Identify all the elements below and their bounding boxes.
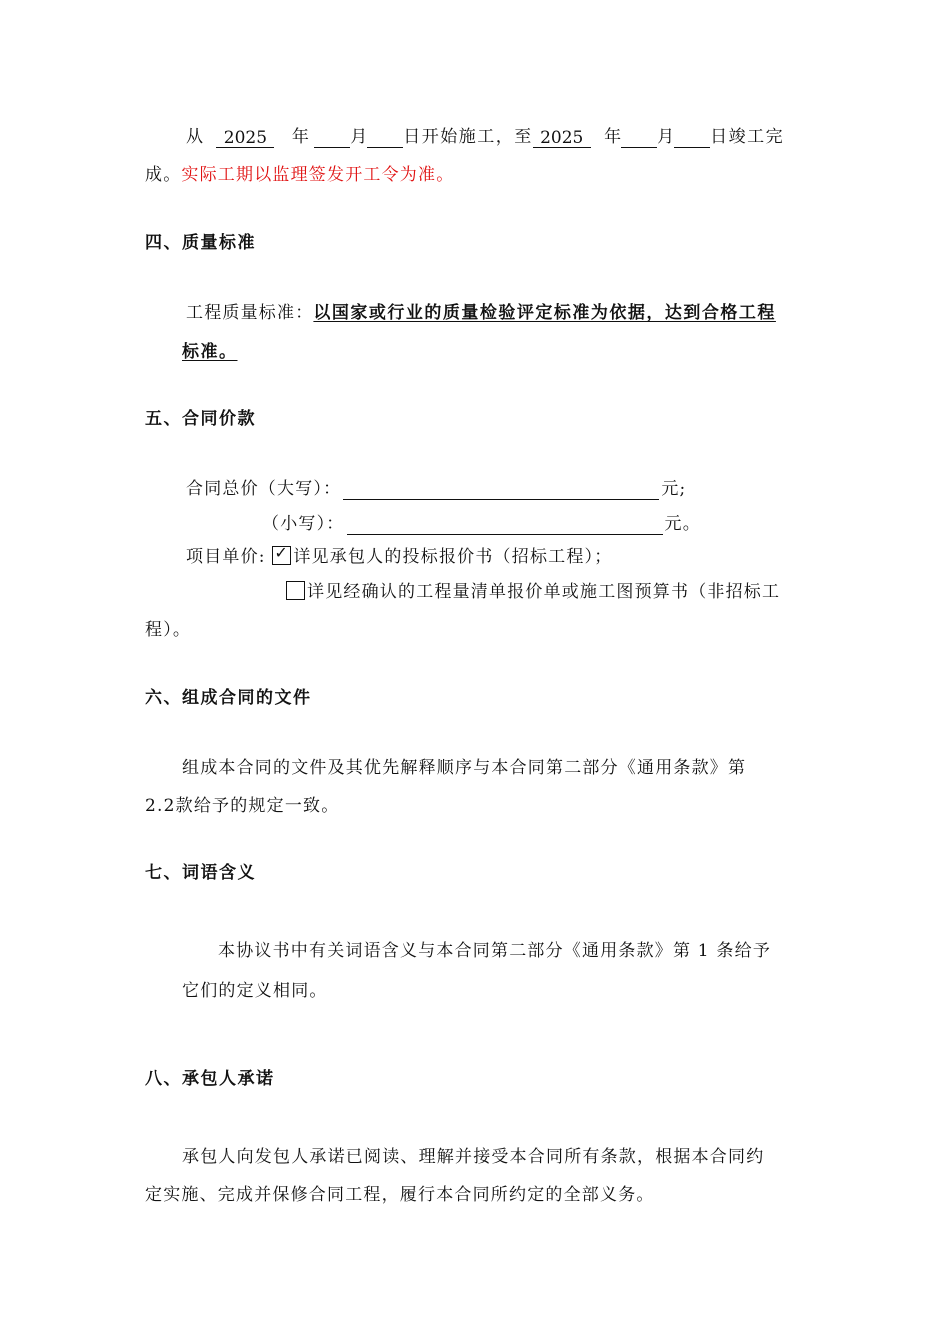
option-2-text: 详见经确认的工程量清单报价单或施工图预算书（非招标工 — [307, 582, 781, 602]
start-text: 日开始施工，至 — [403, 127, 533, 147]
option-1-text: 详见承包人的投标报价书（招标工程）； — [293, 547, 613, 567]
schedule-line-1 — [186, 126, 784, 148]
from-text: 从 — [186, 127, 203, 147]
month-text: 月 — [350, 127, 368, 147]
total-upper-label: 合同总价（大写）： — [186, 479, 342, 499]
total-lower-field[interactable] — [347, 516, 663, 535]
total-lower-label: （小写）： — [262, 514, 345, 534]
section-7-paragraph-line-1: 本协议书中有关词语含义与本合同第二部分《通用条款》第 1 条给予 — [218, 941, 772, 961]
total-lower-unit: 元。 — [664, 514, 701, 534]
quality-standard-label: 工程质量标准： — [186, 303, 314, 323]
quality-standard-line-2: 标准。 — [182, 342, 238, 362]
month-text-2: 月 — [657, 127, 675, 147]
quality-standard-line-1 — [186, 302, 776, 324]
actual-period-note: 实际工期以监理签发开工令为准。 — [181, 165, 455, 185]
section-4-title: 四、质量标准 — [145, 233, 256, 253]
option-2-checkbox[interactable] — [286, 581, 305, 600]
end-text: 日竣工完 — [710, 127, 785, 147]
section-7-title: 七、词语含义 — [145, 863, 256, 883]
schedule-end-text: 成。 — [145, 165, 182, 185]
option-2-continuation: 程）。 — [145, 620, 192, 640]
section-5-title: 五、合同价款 — [145, 409, 256, 429]
start-month-field — [314, 127, 350, 148]
section-6-paragraph-line-2: 2.2款给予的规定一致。 — [145, 796, 340, 816]
unit-price-label: 项目单价: — [186, 547, 266, 567]
quality-standard-value: 以国家或行业的质量检验评定标准为依据，达到合格工程 — [313, 303, 776, 323]
option-1-checkbox[interactable] — [272, 543, 291, 565]
year-text: 年 — [291, 127, 309, 147]
section-8-title: 八、承包人承诺 — [145, 1069, 275, 1089]
end-month-field — [621, 127, 657, 148]
section-6-title: 六、组成合同的文件 — [145, 688, 312, 708]
total-upper-unit: 元; — [661, 479, 687, 499]
end-year-field: 2025 — [533, 127, 591, 148]
start-year-field: 2025 — [216, 127, 274, 148]
option-2-row — [286, 581, 780, 603]
unit-price-row — [186, 543, 613, 568]
schedule-line-2 — [145, 164, 454, 186]
start-day-field — [367, 127, 403, 148]
year-text-2: 年 — [604, 127, 622, 147]
total-lower-row — [262, 513, 701, 535]
end-day-field — [674, 127, 710, 148]
section-7-paragraph-line-2: 它们的定义相同。 — [182, 981, 328, 1001]
checkmark-icon: ✓ — [274, 543, 289, 562]
section-8-paragraph-line-1: 承包人向发包人承诺已阅读、理解并接受本合同所有条款，根据本合同约 — [182, 1147, 765, 1167]
section-8-paragraph-line-2: 定实施、完成并保修合同工程，履行本合同所约定的全部义务。 — [145, 1185, 655, 1205]
section-6-paragraph-line-1: 组成本合同的文件及其优先解释顺序与本合同第二部分《通用条款》第 — [182, 758, 747, 778]
total-upper-row — [186, 478, 686, 500]
total-upper-field[interactable] — [343, 481, 659, 500]
